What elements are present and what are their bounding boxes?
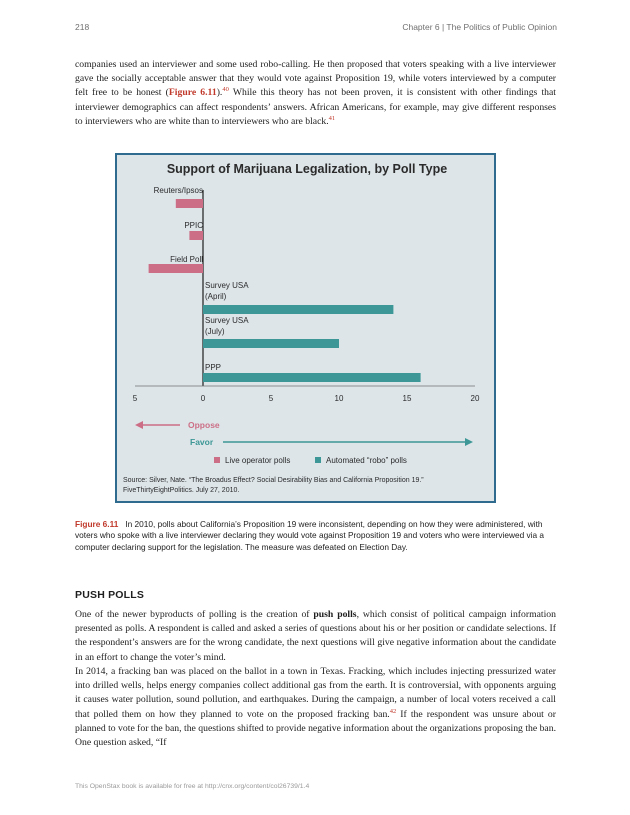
oppose-arrowhead [135,421,143,429]
page-number: 218 [75,22,90,32]
category-label: Field Poll [170,255,203,264]
bar-robo-3 [203,305,393,314]
category-label: PPP [205,363,222,372]
x-tick-label: 15 [402,394,412,403]
category-label: Reuters/Ipsos [153,186,203,195]
paragraph-text: In 2014, a fracking ban was placed on the ballot in a town in Texas. Fracking, which includes injecting pressurized water into drilled wells, helps energy companies collect additional gas from the earth. It is controversial, with opponents arguing it causes water pollution, sound pollution, and earthquakes. During the campaign, a number of local voters received a call that polled them on how they planned to vote on the proposed fracking ban. [75,666,556,720]
legend-swatch-live [214,457,220,463]
paragraph-text: companies used an interviewer and some used robo-calling. He then proposed that voters speaking with a live interviewer gave the socially acceptable answer that they would vote against Proposition 19, while voters interviewed by a computer felt free to be honest ( [75,59,556,99]
x-tick-label: 0 [200,394,206,403]
source-line: FiveThirtyEightPolitics. July 27, 2010. [123,487,240,494]
legend-swatch-robo [315,457,321,463]
bar-live-1 [189,231,203,240]
x-tick-label: 20 [470,394,480,403]
caption-label: Figure 6.11 [75,519,119,529]
category-label: PPIC [184,221,203,230]
chapter-title: Chapter 6 | The Politics of Public Opinion [402,22,557,32]
figure-link[interactable]: Figure 6.11 [168,87,217,99]
bar-live-0 [176,199,203,208]
page-footer: This OpenStax book is available for free at http://cnx.org/content/col26739/1.4 [75,783,310,790]
x-tick-label: 5 [132,394,138,403]
paragraph-text: If the respondent was unsure about or planned to vote for the ban, the questions shifted to provide negative information about the organizations proposing the ban. One question asked, “If [75,708,557,749]
body-paragraph [75,58,556,129]
category-label: (July) [205,327,225,336]
paragraph-text: , which consist of political campaign information presented as polls. A respondent is called and asked a series of questions about his or her position or candidate selections. If the respondent’s answers are for the wrong candidate, the next questions will give negative information about the candidate in an effort to change the voter’s mind. [75,609,556,663]
legend-label-live: Live operator polls [225,456,291,465]
paragraph-text: ). [216,87,223,99]
section-heading: PUSH POLLS [75,589,145,601]
legend-label-robo: Automated “robo” polls [326,456,407,465]
category-label: Survey USA [205,316,249,325]
poll-type-bar-chart [117,155,494,501]
x-tick-label: 10 [334,394,344,403]
paragraph-text: One of the newer byproducts of polling is the creation of [75,609,314,620]
body-paragraph [75,665,556,750]
paragraph-text: While this theory has not been proven, it is consistent with other findings that interviewer demographics can affect respondents’ answers. African Americans, for example, may give different responses to interviewers who are white than to interviewers who are black. [75,87,556,127]
source-line: Source: Silver, Nate. “The Broadus Effect? Social Desirability Bias and California Proposition 19.” [123,477,424,484]
category-label: (April) [205,292,227,301]
figure-6-11 [115,153,496,503]
footnote-ref-41[interactable]: 41 [328,114,336,122]
favor-label: Favor [190,437,214,447]
figure-caption [75,519,558,553]
oppose-label: Oppose [188,420,220,430]
footnote-ref-42[interactable]: 42 [389,707,397,715]
favor-arrowhead [465,438,473,446]
category-label: Survey USA [205,281,249,290]
key-term: push polls [313,609,357,620]
caption-text: In 2010, polls about California’s Proposition 19 were inconsistent, depending on how they were administered, with voters who spoke with a live interviewer declaring they would vote against Proposition 19 and voters who were interviewed via a computer declaring support for the legislation. The measure was defeated on Election Day. [75,519,545,552]
chart-title: Support of Marijuana Legalization, by Poll Type [166,162,448,176]
bar-robo-4 [203,339,339,348]
bar-robo-5 [203,373,421,382]
footnote-ref-40[interactable]: 40 [222,86,229,94]
x-tick-label: 5 [268,394,274,403]
body-paragraph [75,608,556,665]
bar-live-2 [149,264,203,273]
